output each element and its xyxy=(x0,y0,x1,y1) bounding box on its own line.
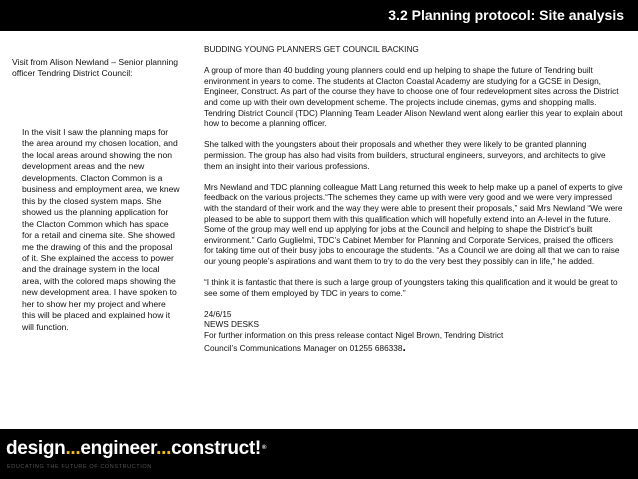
logo-dots-2: ... xyxy=(156,438,172,459)
article-date: 24/6/15 xyxy=(204,309,232,319)
contact-text: Council’s Communications Manager on 01255 686338 xyxy=(204,343,403,353)
article-title: BUDDING YOUNG PLANNERS GET COUNCIL BACKING xyxy=(204,45,419,54)
footer-bar xyxy=(0,429,638,479)
article-paragraph-3: Mrs Newland and TDC planning colleague Matt Lang returned this week to help make up a panel of experts to give feedback on the various projects.“The schemes they came up with were very good and we were very impressed with the standard of their work and the way they were able to present their proposals,” said Mrs Newland “We were pleased to be able to support them with this qualification which will hopefully extend into an A-level in the future. Some of the group may well end up applying for jobs at the Council and helping to shape the District’s built environment.” Carlo Guglielmi, TDC’s Cabinet Member for Planning and Corporate Services, praised the officers for taking time out of their busy jobs to encourage the students. “As a Council we are doing all that we can to raise our young people’s aspirations and want them to try to do the very best they possibly can in life,” he added. xyxy=(204,182,623,266)
visit-notes: In the visit I saw the planning maps for the area around my chosen location, and the local areas around showing the non development areas and the new developments. Clacton Common is a business and employment area, we knew this by the closed system maps. She showed us the planning application for the Clacton Common which has space for a retail and cinema site. She showed me the drawing of this and the proposal of it. She explained the access to power and the drainage system in the local area, with the colored maps showing the new development area. I have spoken to her to show her my project and where this will be placed and explained how it will function. xyxy=(22,127,180,332)
brand-tagline: EDUCATING THE FUTURE OF CONSTRUCTION xyxy=(7,464,152,470)
registered-mark: ® xyxy=(261,445,267,451)
article-paragraph-1: A group of more than 40 budding young planners could end up helping to shape the future of Tendring built environment in years to come. The students at Clacton Coastal Academy are studying for a GCSE in Design, Engineer, Construct. As part of the course they have to choose one of four redevelopment sites across the District and come up with their own development scheme. The projects include cinemas, gyms and shopping malls. Tendring District Council (TDC) Planning Team Leader Alison Newland went along earlier this year to explain about how to become a planning officer. xyxy=(204,66,623,129)
article-paragraph-2: She talked with the youngsters about their proposals and whether they were likely to be granted planning permission. The group has also had visits from builders, structural engineers, surveyors, and architects to give them an insight into their various professions. xyxy=(204,140,606,171)
logo-construct: construct! xyxy=(171,438,261,459)
article-paragraph-4: “I think it is fantastic that there is such a large group of youngsters taking this qualification and it would be great to see some of them employed by TDC in years to come.” xyxy=(204,278,618,298)
logo-design: design xyxy=(6,438,66,459)
press-release xyxy=(204,45,624,365)
contact-period: . xyxy=(402,339,406,354)
visit-heading: Visit from Alison Newland – Senior planning officer Tendring District Council: xyxy=(12,57,179,79)
logo-dots-1: ... xyxy=(65,438,81,459)
logo-engineer: engineer xyxy=(80,438,157,459)
brand-logo xyxy=(6,438,266,460)
article-desk: NEWS DESKS xyxy=(204,320,260,330)
header-bar xyxy=(0,0,638,31)
article-contact-line-1: For further information on this press release contact Nigel Brown, Tendring District xyxy=(204,331,504,341)
slide-title: 3.2 Planning protocol: Site analysis xyxy=(388,7,624,23)
article-contact-line-2 xyxy=(204,339,624,355)
